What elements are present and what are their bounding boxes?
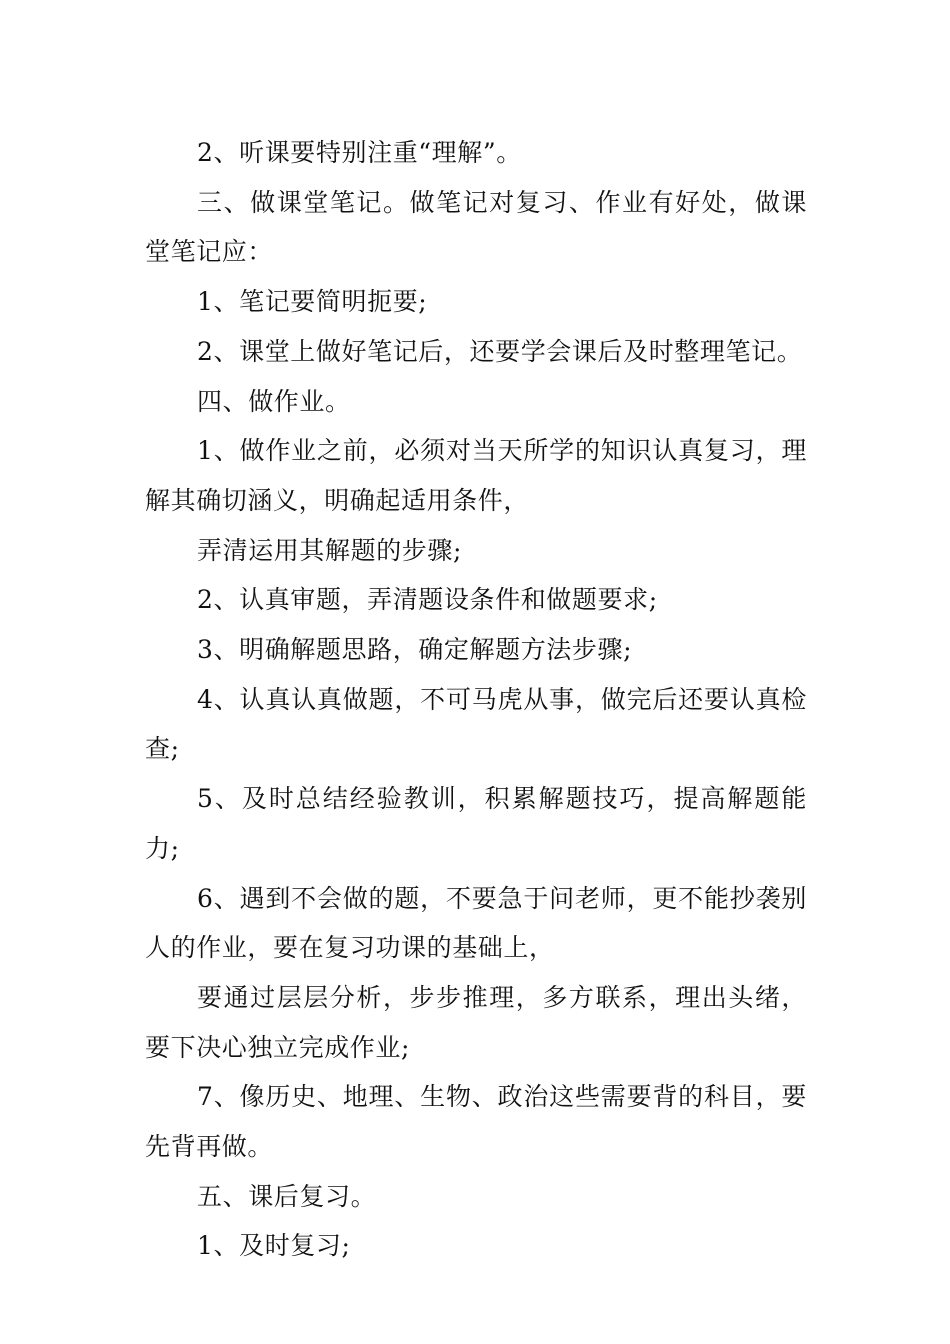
paragraph: 1、做作业之前，必须对当天所学的知识认真复习，理解其确切涵义，明确起适用条件，: [145, 436, 807, 515]
paragraph: 6、遇到不会做的题，不要急于问老师，更不能抄袭别人的作业，要在复习功课的基础上，: [145, 883, 807, 963]
paragraph: 4、认真认真做题，不可马虎从事，做完后还要认真检查;: [145, 684, 807, 764]
paragraph: 五、课后复习。: [197, 1181, 377, 1211]
paragraph: 2、听课要特别注重“理解”。: [197, 138, 522, 167]
paragraph: 5、及时总结经验教训，积累解题技巧，提高解题能力;: [145, 784, 807, 863]
paragraph: 1、及时复习;: [197, 1231, 351, 1261]
paragraph: 2、认真审题，弄清题设条件和做题要求;: [197, 585, 658, 615]
document-body: [145, 128, 807, 1271]
paragraph: 3、明确解题思路，确定解题方法步骤;: [197, 635, 633, 665]
paragraph: 要通过层层分析，步步推理，多方联系，理出头绪，要下决心独立完成作业;: [145, 982, 807, 1062]
paragraph: 1、笔记要简明扼要;: [197, 287, 428, 317]
paragraph: 四、做作业。: [197, 386, 351, 416]
paragraph: 三、做课堂笔记。做笔记对复习、作业有好处，做课堂笔记应：: [145, 187, 807, 267]
paragraph: 7、像历史、地理、生物、政治这些需要背的科目，要先背再做。: [145, 1082, 807, 1162]
paragraph: 2、课堂上做好笔记后，还要学会课后及时整理笔记。: [197, 336, 803, 366]
paragraph: 弄清运用其解题的步骤;: [197, 535, 463, 565]
